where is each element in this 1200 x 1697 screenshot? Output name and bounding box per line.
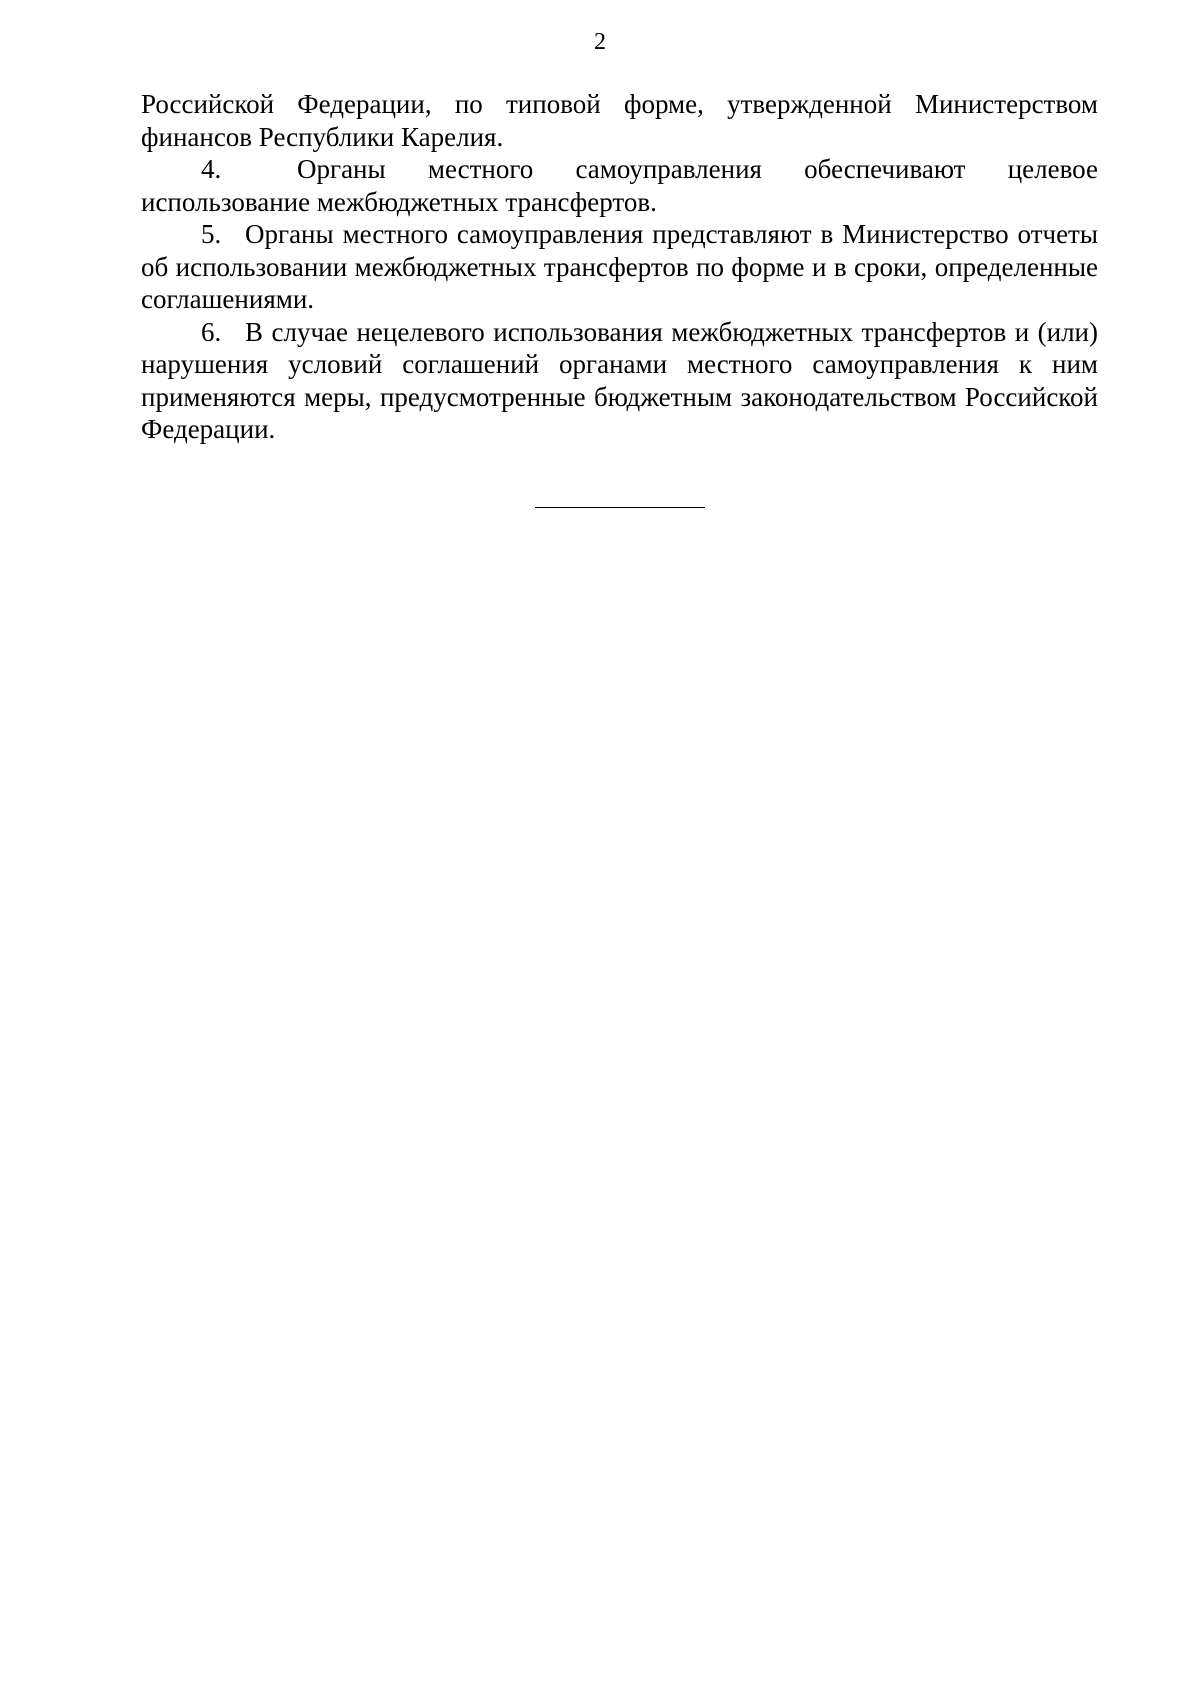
document-body <box>141 88 1098 446</box>
paragraph-item-5 <box>141 218 1098 316</box>
paragraph-text: Российской Федерации, по типовой форме, утвержденной Министерством финансов Республики Карелия. <box>141 89 1098 152</box>
paragraph-text: Органы местного самоуправления представляют в Министерство отчеты об использовании межбюджетных трансфертов по форме и в сроки, определенные соглашениями. <box>141 219 1098 314</box>
item-number: 4. <box>201 154 222 184</box>
end-of-document-rule <box>535 507 705 508</box>
paragraph-item-4 <box>141 153 1098 218</box>
item-number: 6. <box>201 316 222 347</box>
paragraph-item-6 <box>141 316 1098 446</box>
paragraph-continuation <box>141 88 1098 153</box>
paragraph-text: В случае нецелевого использования межбюджетных трансфертов и (или) нарушения условий соглашений органами местного самоуправления к ним применяются меры, предусмотренные бюджетным законодательством Российской Федерации. <box>141 316 1098 444</box>
page-number: 2 <box>594 29 606 55</box>
item-number: 5. <box>201 219 222 249</box>
paragraph-text: Органы местного самоуправления обеспечивают целевое использование межбюджетных трансфертов. <box>141 154 1098 217</box>
